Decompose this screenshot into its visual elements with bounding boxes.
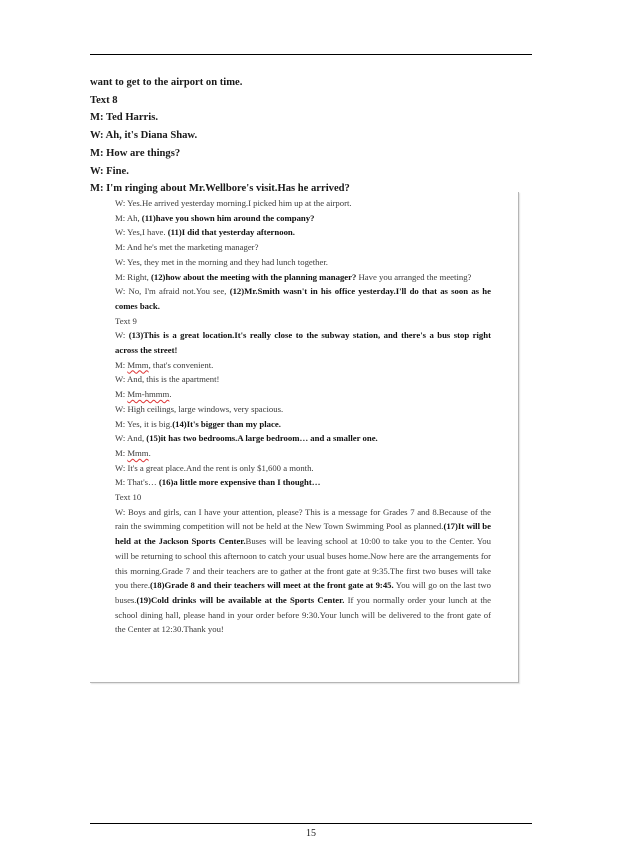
text-span: M: Ah, — [115, 212, 142, 223]
answer-key-text: (11)have you shown him around the company? — [141, 212, 315, 223]
answer-key-text: (13)This is a great location.It's really close to the subway station, and there's a bus stop right across the street! — [115, 330, 491, 356]
footer-rule — [90, 823, 532, 824]
transcript-line — [115, 372, 491, 387]
answer-key-text: (14)It's bigger than my place. — [172, 418, 281, 429]
section-title: Text 9 — [115, 315, 137, 326]
transcript-line — [115, 461, 491, 476]
transcript-line — [115, 387, 491, 402]
transcript-paragraph — [115, 505, 491, 637]
scanned-transcript-image — [90, 192, 519, 683]
intro-line: M: Ted Harris. — [90, 112, 158, 124]
text-span: W: Yes, they met in the morning and they had lunch together. — [115, 256, 328, 267]
text-span: Have you arranged the meeting? — [356, 271, 472, 282]
transcript-text — [115, 196, 491, 637]
intro-dialogue — [90, 74, 530, 198]
text-span: W: Yes.He arrived yesterday morning.I picked him up at the airport. — [115, 198, 352, 208]
answer-key-text: (15)it has two bedrooms.A large bedroom… and a smaller one. — [146, 433, 378, 444]
transcript-line — [115, 240, 491, 255]
transcript-line — [115, 211, 491, 226]
answer-key-text: (18)Grade 8 and their teachers will meet at the front gate at 9:45. — [150, 580, 394, 591]
text-span: W: High ceilings, large windows, very spacious. — [115, 403, 284, 414]
text-span: M: — [115, 389, 128, 400]
transcript-line — [115, 270, 491, 285]
transcript-line — [115, 402, 491, 417]
spellcheck-word: Mm-hmmm — [127, 389, 170, 400]
intro-line: M: How are things? — [90, 147, 181, 159]
text-span: W: — [115, 330, 129, 341]
transcript-line — [115, 328, 491, 357]
text-span: , that's convenient. — [148, 359, 214, 370]
transcript-line — [115, 475, 491, 490]
spellcheck-word: Mmm — [127, 447, 149, 458]
text-span: W: And, this is the apartment! — [115, 374, 220, 385]
text-span: M: That's… — [115, 477, 159, 488]
text-span: W: Boys and girls, can I have your attention, please? This is a message for Grades 7 and 8.Because of the rain the swimming competition will not be held at the New Town Swimming Pool as planned. — [115, 506, 491, 532]
spellcheck-word: Mmm — [127, 359, 149, 370]
transcript-line — [115, 446, 491, 461]
text-span: W: And, — [115, 433, 147, 444]
text-span: You will go on the last two buses. — [115, 580, 491, 605]
intro-line: want to get to the airport on time. — [90, 77, 243, 88]
answer-key-text: (19)Cold drinks will be available at the Sports Center. — [136, 594, 345, 605]
text-span: M: Yes, it is big. — [115, 418, 173, 429]
header-rule — [90, 54, 532, 55]
text-span: W: It's a great place.And the rent is only $1,600 a month. — [115, 462, 314, 473]
text-span: M: — [115, 447, 128, 458]
answer-key-text: (12)how about the meeting with the planning manager? — [150, 271, 357, 282]
transcript-line — [115, 255, 491, 270]
answer-key-text: (17)It will be held at the Jackson Sports Center. — [115, 521, 491, 547]
text-span: M: And he's met the marketing manager? — [115, 242, 259, 253]
text-span: . — [148, 447, 151, 458]
transcript-line — [115, 431, 491, 446]
text-span: Buses will be leaving school at 10:00 to take you to the Center. You will be returning to school this afternoon to catch your usual buses home.Now here are the arrangements for this morning.Grade 7 and their teachers are to gather at the front gate at 9:35.The first two buses will take you there. — [115, 536, 491, 591]
transcript-line — [115, 196, 491, 211]
text-span: . — [169, 389, 172, 400]
text-span: W: No, I'm afraid not.You see, — [115, 286, 230, 297]
transcript-line — [115, 225, 491, 240]
answer-key-text: (16)a little more expensive than I thought… — [158, 477, 321, 488]
transcript-line — [115, 417, 491, 432]
answer-key-text: (11)I did that yesterday afternoon. — [167, 227, 295, 238]
text-span: If you normally order your lunch at the school dining hall, please hand in your order before 9:30.Your lunch will be delivered to the front gate of the Center at 12:30.Thank you! — [115, 594, 491, 635]
transcript-line — [115, 284, 491, 313]
answer-key-text: (12)Mr.Smith wasn't in his office yesterday.I'll do that as soon as he comes back. — [115, 286, 491, 311]
text-span: M: Right, — [115, 271, 151, 282]
page-number: 15 — [306, 828, 316, 839]
intro-line: Text 8 — [90, 94, 118, 106]
intro-line: W: Ah, it's Diana Shaw. — [90, 130, 198, 142]
section-title: Text 10 — [115, 492, 142, 503]
text-span: W: Yes,I have. — [115, 227, 168, 238]
intro-line: M: I'm ringing about Mr.Wellbore's visit.Has he arrived? — [90, 183, 350, 195]
transcript-line — [115, 358, 491, 373]
text-span: M: — [115, 359, 128, 370]
intro-line: W: Fine. — [90, 165, 129, 177]
